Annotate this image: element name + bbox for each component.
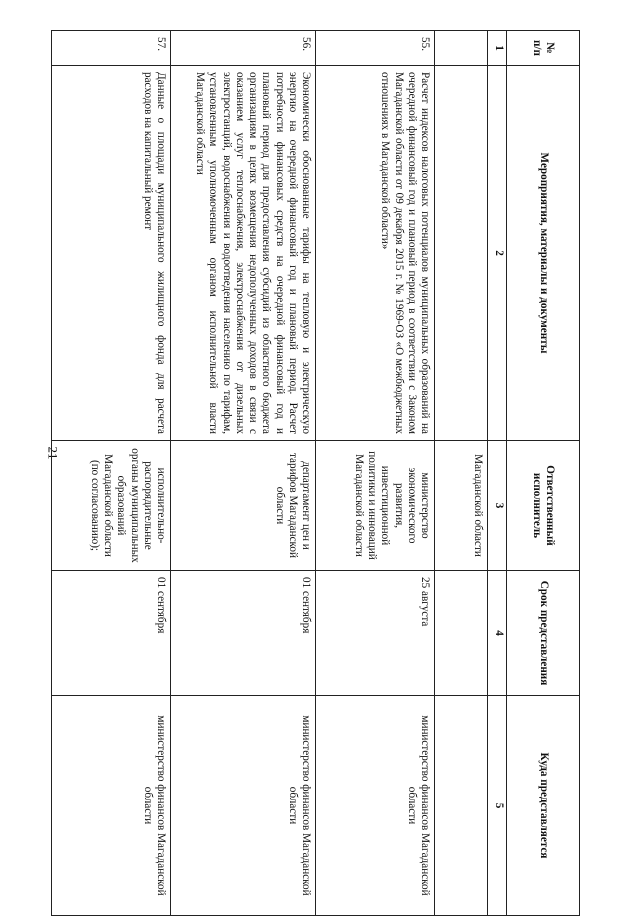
column-number: 3 [488,441,507,571]
row-executor: департамент цен и тарифов Магаданской области [171,441,316,571]
row-recipient: министерство финансов Магаданской области [171,696,316,916]
row-executor: исполнительно-распорядительные органы муниципальных образований Магаданской области (по согласованию); [52,441,171,571]
table-row [52,31,171,916]
row-recipient: министерство финансов Магаданской области [316,696,435,916]
column-number: 1 [488,31,507,66]
row-deadline: 01 сентября [171,571,316,696]
column-number-row [488,31,507,916]
column-number: 4 [488,571,507,696]
column-number: 2 [488,66,507,441]
rotated-page [80,30,580,915]
empty-cell [435,696,488,916]
header-row [507,31,580,916]
table-row [171,31,316,916]
header-executor: Ответственный исполнитель [507,441,580,571]
row-text: Расчет индексов налоговых потенциалов муниципальных образований на очередной финансовый год и плановый период в соответствии с Законом Магаданской области от 09 декабря 2015 г. № 1969-ОЗ «О межбюджетных отношениях в Магаданской области» [316,66,435,441]
row-number: 57. [52,31,171,66]
continuation-row [435,31,488,916]
empty-cell [435,571,488,696]
row-text: Данные о площади муниципального жилищного фонда для расчета расходов на капитальный ремонт [52,66,171,441]
empty-cell [435,66,488,441]
header-deadline: Срок представления [507,571,580,696]
header-recipient: Куда представляется [507,696,580,916]
header-events: Мероприятия, материалы и документы [507,66,580,441]
table-row [316,31,435,916]
empty-cell [435,31,488,66]
continuation-executor: Магаданской области [435,441,488,571]
row-number: 56. [171,31,316,66]
header-num: № п/п [507,31,580,66]
column-number: 5 [488,696,507,916]
page-number: 21 [45,446,61,460]
row-text: Экономически обоснованные тарифы на тепловую и электрическую энергию на очередной финансовый год и плановый период. Расчет потребности финансовых средств на очередной финансовый год и плановый период для предоставления субсидий из областного бюджета организациям в целях возмещения недополученных доходов в связи с оказанием услуг теплоснабжения, электроснабжения от дизельных электростанций, водоснабжения и водоотведения населению по тарифам, установленным уполномоченным органом исполнительной власти Магаданской области [171,66,316,441]
row-recipient: министерство финансов Магаданской области [52,696,171,916]
row-deadline: 01 сентября [52,571,171,696]
row-number: 55. [316,31,435,66]
events-table [51,30,580,916]
row-executor: министерство экономического развития, инвестиционной политики и инноваций Магаданской области [316,441,435,571]
row-deadline: 25 августа [316,571,435,696]
